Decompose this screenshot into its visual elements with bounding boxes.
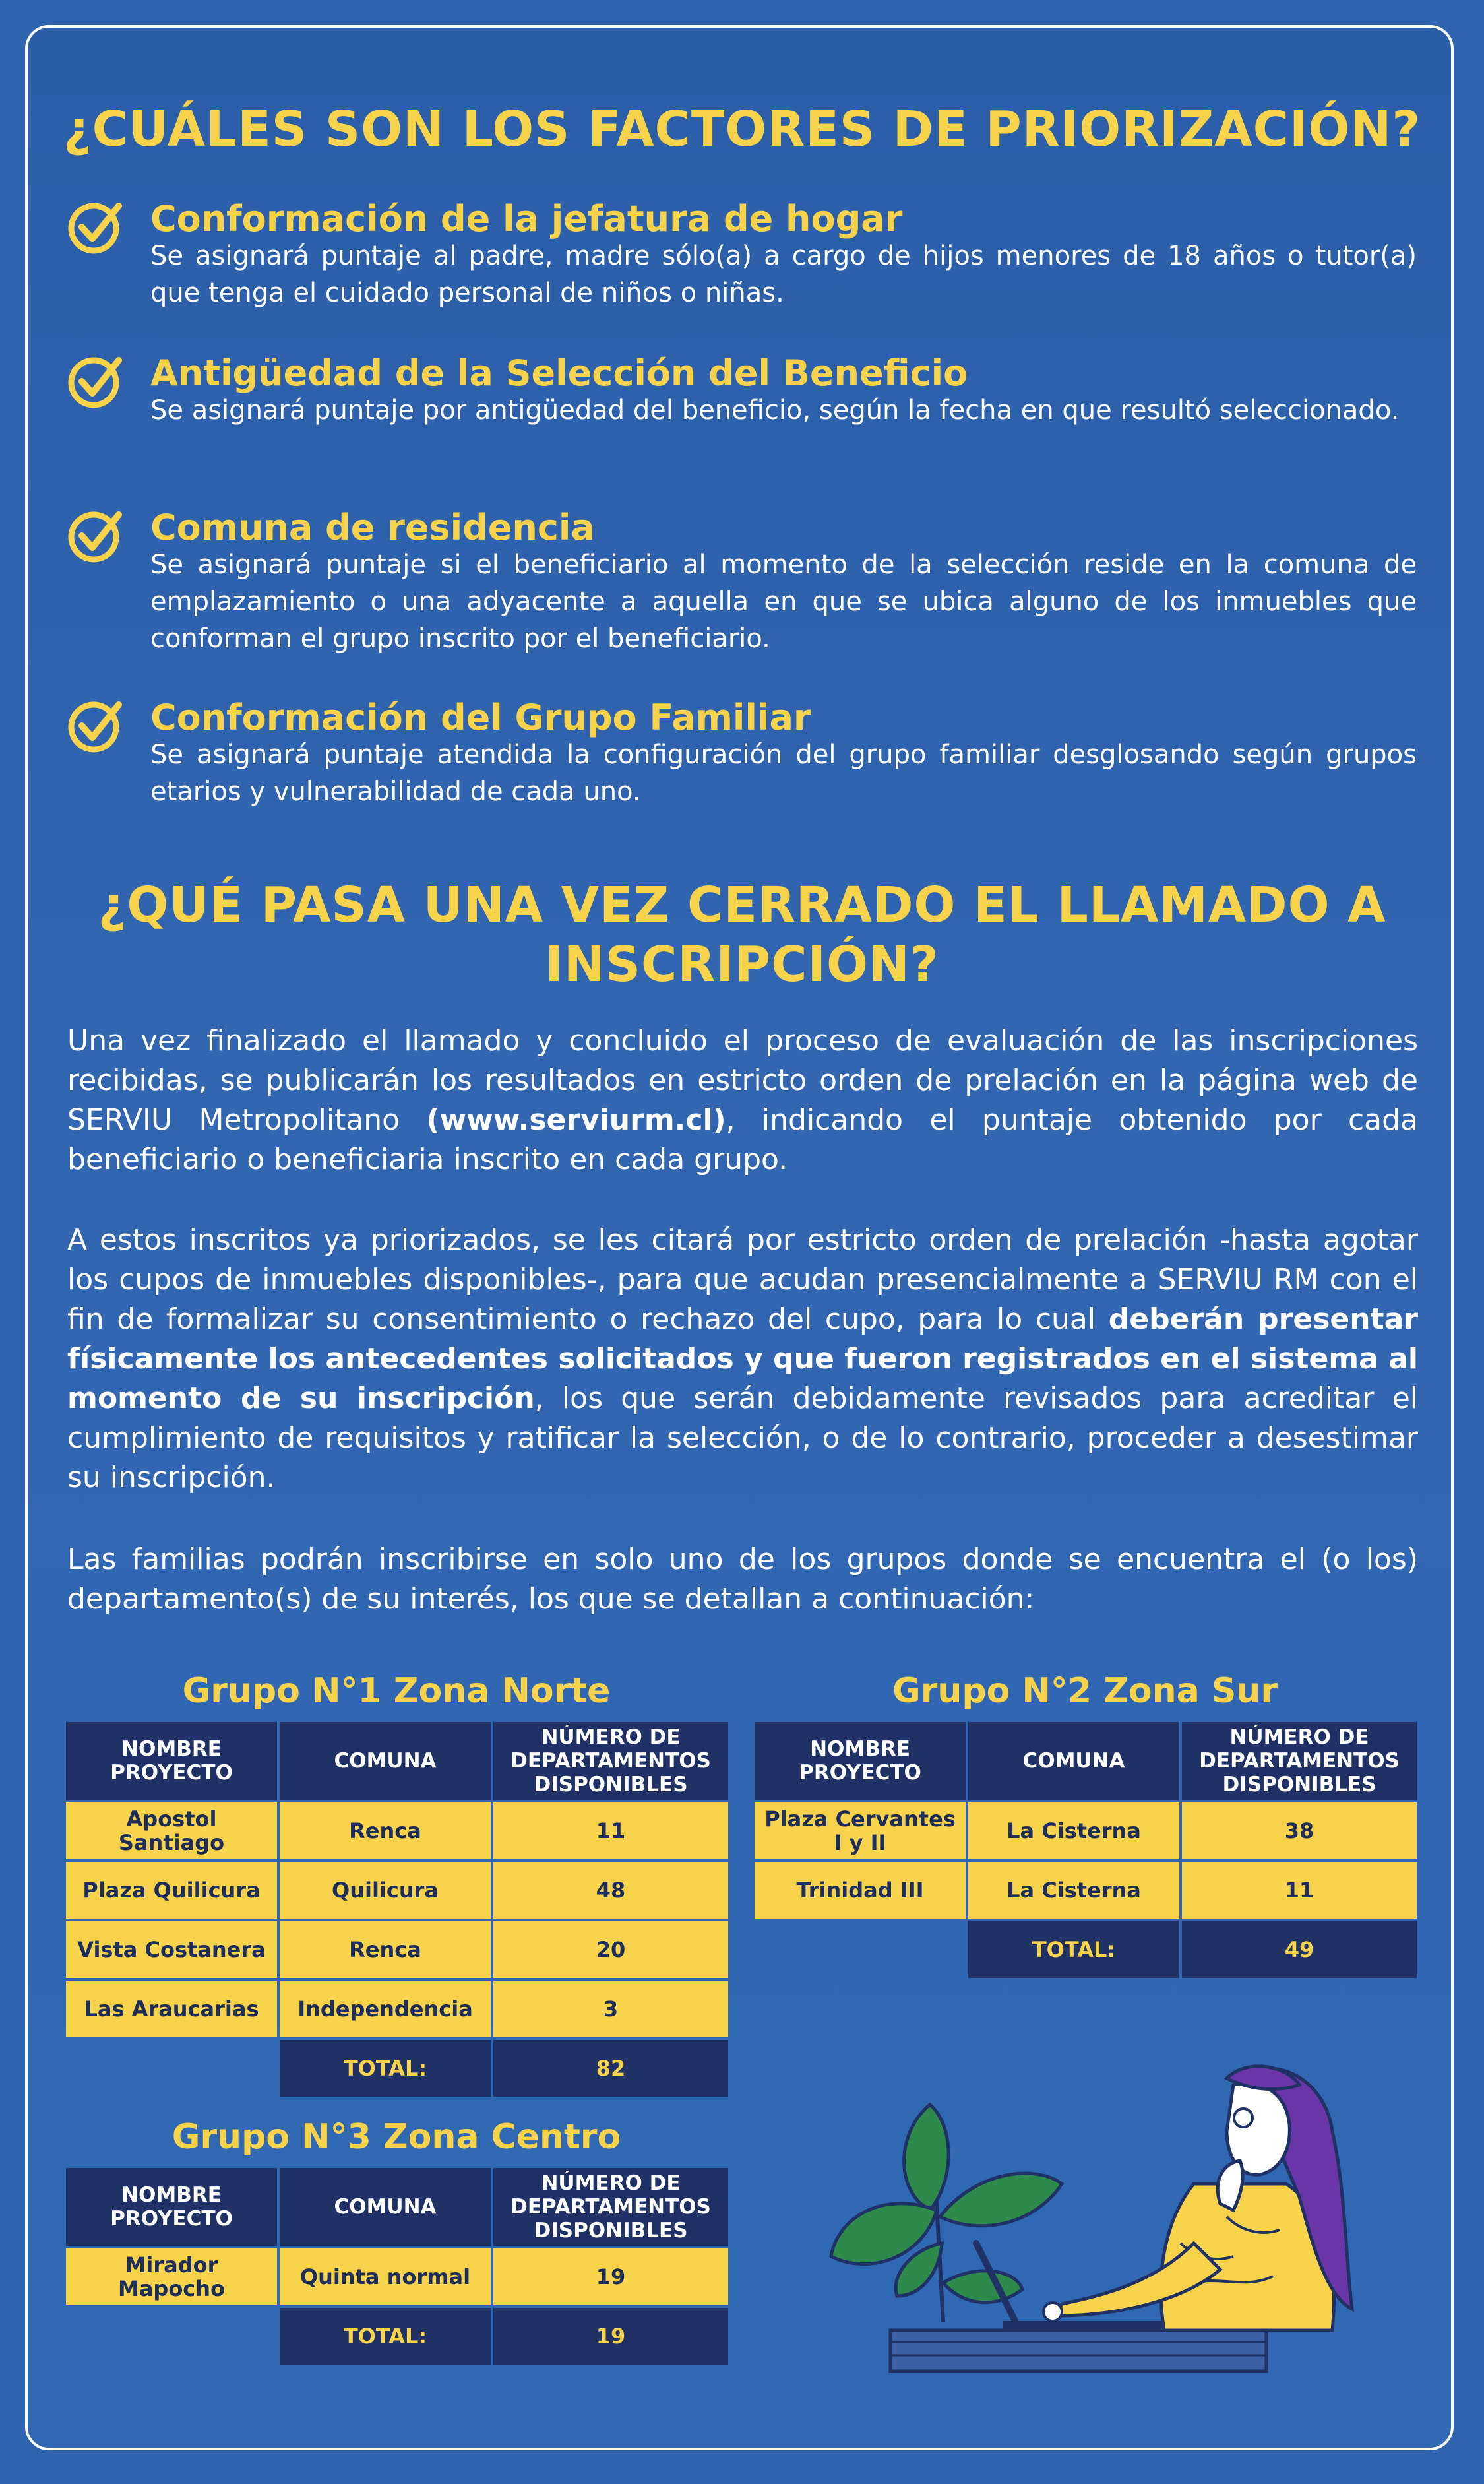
header-proyecto: NOMBRE PROYECTO	[755, 1722, 966, 1800]
section1-title: ¿CUÁLES SON LOS FACTORES DE PRIORIZACIÓN?	[63, 101, 1421, 158]
cell-numero: 48	[493, 1862, 728, 1919]
cell-proyecto: Vista Costanera	[66, 1921, 277, 1978]
total-row	[66, 2040, 728, 2097]
group-title: Grupo N°3 Zona Centro	[171, 2117, 621, 2157]
cell-comuna: Independencia	[280, 1981, 491, 2037]
total-row	[755, 1921, 1417, 1978]
section2-title-line2: INSCRIPCIÓN?	[545, 936, 939, 993]
factor-description: Se asignará puntaje si el beneficiario al momento de la selección reside en la comuna de emplazamiento o una adyacente a aquella en que se ubica alguno de los inmuebles que conforman el grupo inscrito por el beneficiario.	[150, 550, 1417, 654]
woman-laptop-illustration	[824, 2045, 1372, 2375]
header-proyecto: NOMBRE PROYECTO	[66, 2168, 277, 2246]
section2-title-line1: ¿QUÉ PASA UNA VEZ CERRADO EL LLAMADO A	[98, 877, 1386, 934]
empty-cell	[755, 1921, 966, 1978]
cell-proyecto: Apostol Santiago	[66, 1802, 277, 1859]
table-row	[66, 2248, 728, 2305]
check-circle-icon	[66, 507, 127, 567]
table-row	[66, 1802, 728, 1859]
cell-comuna: La Cisterna	[968, 1862, 1179, 1919]
cell-numero: 11	[1182, 1862, 1417, 1919]
header-numero: NÚMERO DE DEPARTAMENTOS DISPONIBLES	[493, 2168, 728, 2246]
cell-proyecto: Trinidad III	[755, 1862, 966, 1919]
plant-illustration	[831, 2105, 1062, 2322]
paragraph-bold-text: deberán presentar físicamente los antecedentes solicitados y que fueron registrados en el sistema al momento de su inscripción	[67, 1302, 1418, 1415]
header-proyecto: NOMBRE PROYECTO	[66, 1722, 277, 1800]
paragraph-text: , los que serán debidamente revisados para acreditar el cumplimiento de requisitos y ratificar la selección, o de lo contrario, proceder a desestimar su inscripción.	[67, 1382, 1418, 1494]
header-numero: NÚMERO DE DEPARTAMENTOS DISPONIBLES	[493, 1722, 728, 1800]
factor-description: Se asignará puntaje atendida la configuración del grupo familiar desglosando según grupos etarios y vulnerabilidad de cada uno.	[150, 740, 1417, 807]
header-numero: NÚMERO DE DEPARTAMENTOS DISPONIBLES	[1182, 1722, 1417, 1800]
cell-comuna: La Cisterna	[968, 1802, 1179, 1859]
paragraph-citation	[67, 1221, 1418, 1498]
table-row	[755, 1862, 1417, 1919]
cell-proyecto: Las Araucarias	[66, 1981, 277, 2037]
empty-cell	[66, 2308, 277, 2365]
cell-comuna: Quinta normal	[280, 2248, 491, 2305]
group1-table	[63, 1719, 731, 2099]
factor-title: Antigüedad de la Selección del Beneficio	[150, 352, 968, 394]
factor-description: Se asignará puntaje por antigüedad del beneficio, según la fecha en que resultó seleccionado.	[150, 395, 1400, 426]
cell-comuna: Renca	[280, 1921, 491, 1978]
check-circle-icon	[66, 352, 127, 413]
total-value: 49	[1182, 1921, 1417, 1978]
group2-table	[752, 1719, 1419, 1981]
check-circle-icon	[66, 697, 127, 757]
paragraph-text: A estos inscritos ya priorizados, se les citará por estricto orden de prelación -hasta agotar los cupos de inmuebles disponibles-, para que acudan presencialmente a SERVIU RM con el fin de formalizar su consentimiento o rechazo del cupo, para lo cual	[67, 1223, 1418, 1336]
header-comuna: COMUNA	[968, 1722, 1179, 1800]
cell-numero: 38	[1182, 1802, 1417, 1859]
total-label: TOTAL:	[968, 1921, 1179, 1978]
cell-proyecto: Plaza Cervantes I y II	[755, 1802, 966, 1859]
table-row	[755, 1802, 1417, 1859]
total-value: 19	[493, 2308, 728, 2365]
total-label: TOTAL:	[280, 2308, 491, 2365]
serviu-link[interactable]: (www.serviurm.cl)	[426, 1103, 726, 1137]
cell-numero: 20	[493, 1921, 728, 1978]
factor-title: Comuna de residencia	[150, 507, 595, 548]
cell-numero: 11	[493, 1802, 728, 1859]
header-comuna: COMUNA	[280, 2168, 491, 2246]
total-value: 82	[493, 2040, 728, 2097]
cell-numero: 19	[493, 2248, 728, 2305]
total-label: TOTAL:	[280, 2040, 491, 2097]
factor-title: Conformación del Grupo Familiar	[150, 697, 811, 738]
cell-proyecto: Plaza Quilicura	[66, 1862, 277, 1919]
factor-description: Se asignará puntaje al padre, madre sólo(a) a cargo de hijos menores de 18 años o tutor(a) que tenga el cuidado personal de niños o niñas.	[150, 241, 1417, 308]
table-row	[66, 1862, 728, 1919]
paragraph-groups: Las familias podrán inscribirse en solo uno de los grupos donde se encuentra el (o los) departamento(s) de su interés, los que se detallan a continuación:	[67, 1543, 1418, 1616]
total-row	[66, 2308, 728, 2365]
empty-cell	[66, 2040, 277, 2097]
cell-proyecto: Mirador Mapocho	[66, 2248, 277, 2305]
paragraph-text: Una vez finalizado el llamado y concluido el proceso de evaluación de las inscripciones recibidas, se publicarán los resultados en estricto orden de prelación en la página web de SERVIU Metropolitano	[67, 1024, 1418, 1137]
paragraph-results	[67, 1021, 1418, 1180]
group-title: Grupo N°2 Zona Sur	[892, 1671, 1278, 1711]
cell-comuna: Renca	[280, 1802, 491, 1859]
group-title: Grupo N°1 Zona Norte	[182, 1671, 611, 1711]
paragraph-text: , indicando el puntaje obtenido por cada beneficiario o beneficiaria inscrito en cada grupo.	[67, 1103, 1418, 1176]
header-comuna: COMUNA	[280, 1722, 491, 1800]
group3-table	[63, 2165, 731, 2367]
check-circle-icon	[66, 198, 127, 259]
table-row	[66, 1921, 728, 1978]
cell-numero: 3	[493, 1981, 728, 2037]
factor-title: Conformación de la jefatura de hogar	[150, 198, 903, 239]
table-row	[66, 1981, 728, 2037]
cell-comuna: Quilicura	[280, 1862, 491, 1919]
